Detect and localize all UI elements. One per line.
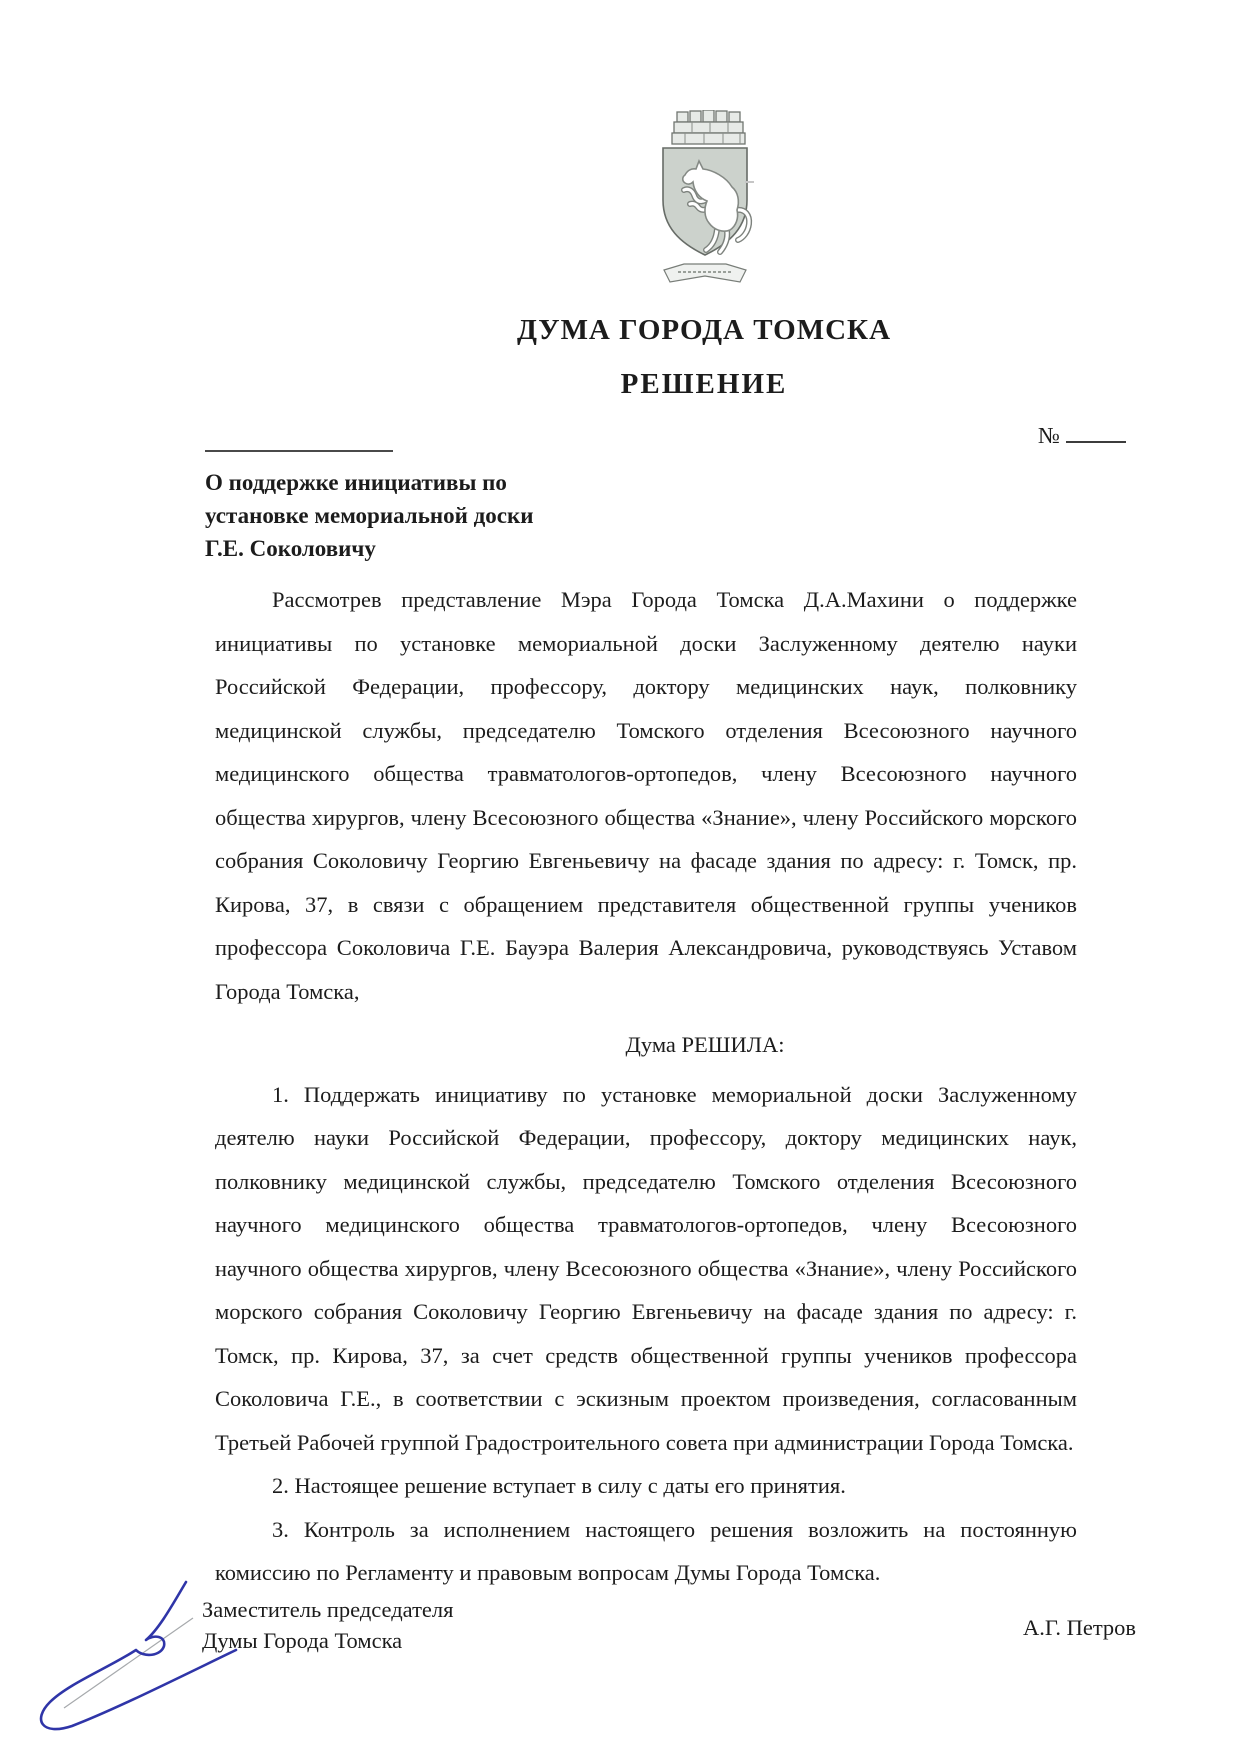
doc-number xyxy=(1038,421,1126,449)
subject-title-line2: установке мемориальной доски xyxy=(205,503,534,528)
resolution-heading: Дума РЕШИЛА: xyxy=(625,1032,785,1057)
signatory-position xyxy=(202,1594,453,1656)
number-sign: № xyxy=(1038,423,1060,448)
crown-shape xyxy=(672,110,745,144)
preamble-paragraph: Рассмотрев представление Мэра Города Томска Д.А.Махини о поддержке инициативы по установке мемориальной доски Заслуженному деятелю науки Российской Федерации, профессору, доктору медицинских наук, полковнику медицинской службы, председателю Томского отделения Всесоюзного научного медицинского общества травматологов-ортопедов, члену Всесоюзного научного общества хирургов, члену Всесоюзного общества «Знание», члену Российского морского собрания Соколовичу Георгию Евгеньевичу на фасаде здания по адресу: г. Томск, пр. Кирова, 37, в связи с обращением представителя общественной группы учеников профессора Соколовича Г.Е. Бауэра Валерия Александровича, руководствуясь Уставом Города Томска, xyxy=(215,587,1077,1004)
document-body xyxy=(215,578,1077,1595)
number-underline xyxy=(1066,421,1126,443)
signatory-position-line1: Заместитель председателя xyxy=(202,1597,454,1622)
signatory-position-line2: Думы Города Томска xyxy=(202,1628,403,1653)
subject-title-line3: Г.Е. Соколовичу xyxy=(205,536,376,561)
resolution-item-1: 1. Поддержать инициативу по установке мемориальной доски Заслуженному деятелю науки Российской Федерации, профессору, доктору медицинских наук, полковнику медицинской службы, председателю Томского отделения Всесоюзного научного медицинского общества травматологов-ортопедов, члену Всесоюзного научного общества хирургов, члену Всесоюзного общества «Знание», члену Российского морского собрания Соколовичу Георгию Евгеньевичу на фасаде здания по адресу: г. Томск, пр. Кирова, 37, за счет средств общественной группы учеников профессора Соколовича Г.Е., в соответствии с эскизным проектом произведения, согласованным Третьей Рабочей группой Градостроительного совета при администрации Города Томска. xyxy=(215,1081,1077,1455)
scan-artifact-dash xyxy=(745,181,754,183)
resolution-item-3: 3. Контроль за исполнением настоящего решения возложить на постоянную комиссию по Регламенту и правовым вопросам Думы Города Томска. xyxy=(215,1516,1077,1585)
subject-title-line1: О поддержке инициативы по xyxy=(205,470,507,495)
subject-title xyxy=(205,466,533,565)
ribbon-shape xyxy=(664,264,746,282)
org-name: ДУМА ГОРОДА ТОМСКА xyxy=(516,314,892,346)
resolution-item-2: 2. Настоящее решение вступает в силу с даты его принятия. xyxy=(272,1473,846,1498)
date-underline xyxy=(205,450,393,452)
doc-type-title: РЕШЕНИЕ xyxy=(620,368,788,400)
signatory-name: А.Г. Петров xyxy=(1023,1615,1137,1640)
tomsk-coat-of-arms-icon xyxy=(652,110,758,288)
